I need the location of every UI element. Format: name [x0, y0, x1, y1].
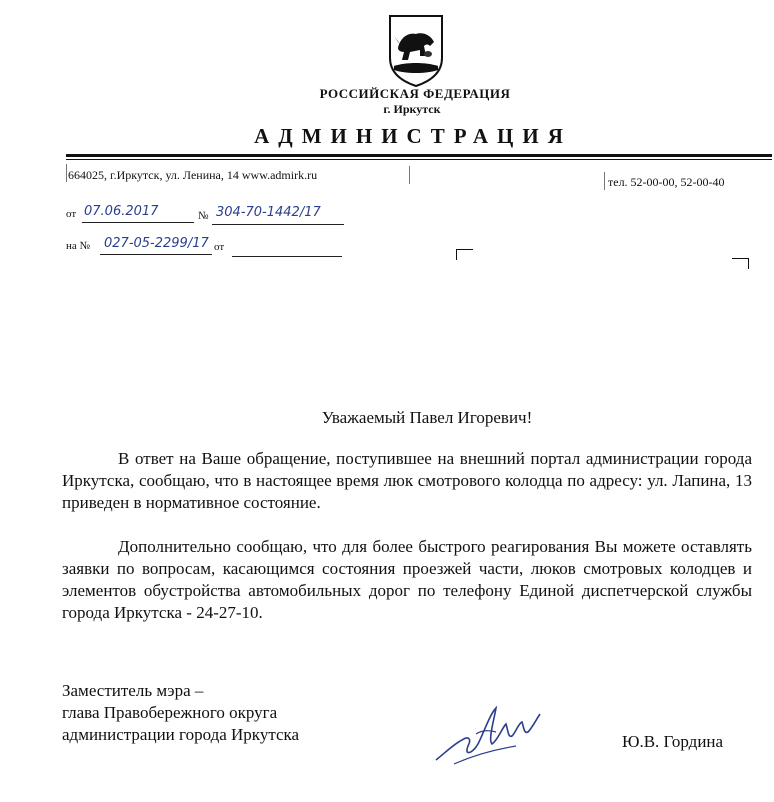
handwritten-signature — [432, 700, 548, 770]
in-reply-handwritten: 027-05-2299/17 — [104, 236, 209, 251]
header-divider-thin — [66, 159, 772, 160]
salutation: Уважаемый Павел Игоревич! — [321, 408, 533, 427]
address-separator — [409, 166, 410, 184]
in-reply-date-underline — [232, 256, 342, 257]
address-line: 664025, г.Иркутск, ул. Ленина, 14 www.admirk.ru — [68, 168, 318, 182]
in-reply-date-label: от — [214, 241, 225, 253]
date-underline — [82, 222, 194, 223]
organization-title: АДМИНИСТРАЦИЯ — [254, 124, 572, 148]
city-title: г. Иркутск — [383, 102, 441, 116]
signatory-position — [62, 680, 299, 746]
date-label: от — [66, 208, 77, 220]
position-line-1: Заместитель мэра – — [62, 681, 204, 700]
number-handwritten: 304-70-1442/17 — [216, 205, 321, 220]
number-label: № — [198, 210, 209, 222]
irkutsk-coat-of-arms-icon — [386, 14, 446, 88]
number-underline — [212, 224, 344, 225]
header-divider-thick — [66, 154, 772, 157]
body-paragraph-1: В ответ на Ваше обращение, поступившее на внешний портал администрации города Иркутска, сообщаю, что в настоящее время люк смотрового колодца по адресу: ул. Лапина, 13 приведен в нормативное состояние. — [62, 449, 752, 512]
signatory-name: Ю.В. Гордина — [622, 732, 724, 751]
addressee-corner-left — [456, 249, 473, 260]
country-title: РОССИЙСКАЯ ФЕДЕРАЦИЯ — [319, 86, 511, 101]
in-reply-underline — [100, 254, 212, 255]
position-line-3: администрации города Иркутска — [62, 725, 300, 744]
phone-separator — [604, 172, 605, 190]
addressee-corner-right — [732, 258, 749, 269]
body-paragraph-2: Дополнительно сообщаю, что для более быстрого реагирования Вы можете оставлять заявки по вопросам, касающимся состояния проезжей части, люков смотровых колодцев и элементов обустройства автомобильных дорог по телефону Единой диспетчерской службы города Иркутска - 24-27-10. — [62, 537, 752, 622]
address-left-bar — [66, 164, 67, 182]
phone-line: тел. 52-00-00, 52-00-40 — [608, 175, 725, 189]
in-reply-label: на № — [66, 240, 91, 252]
position-line-2: глава Правобережного округа — [62, 703, 278, 722]
date-handwritten: 07.06.2017 — [84, 204, 159, 219]
